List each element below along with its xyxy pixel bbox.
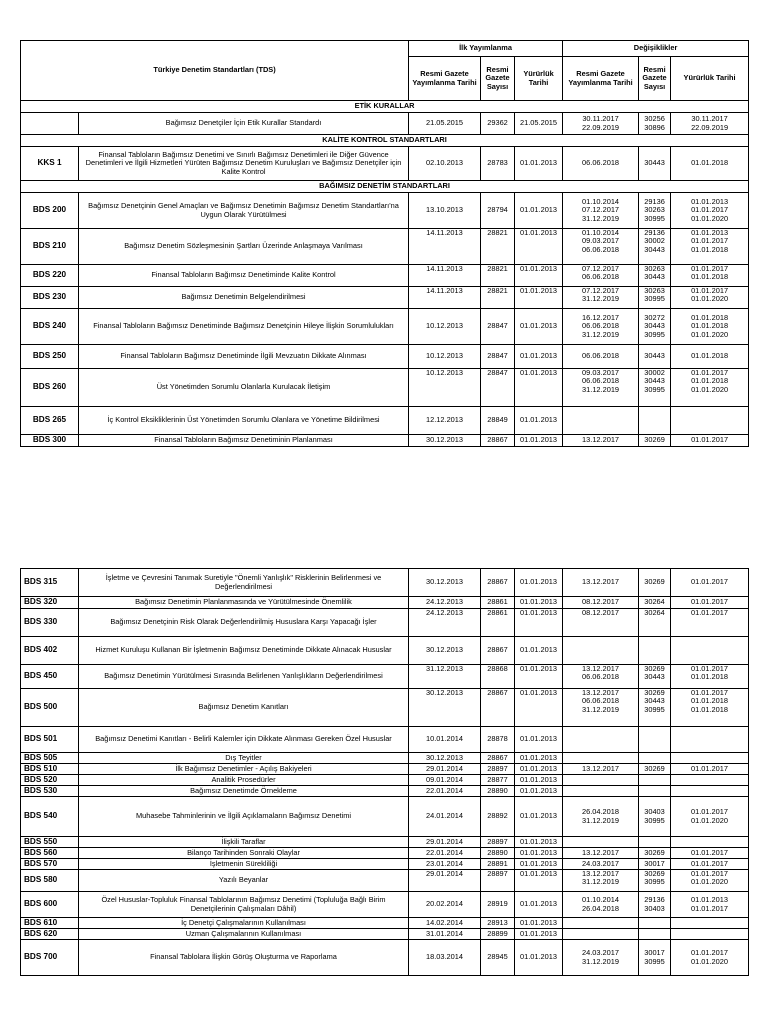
- amend-gazette-number: [639, 837, 671, 848]
- amend-effective-date: [671, 837, 749, 848]
- standard-row: [21, 597, 749, 609]
- amend-effective-date: 01.01.2017 01.01.2018: [671, 265, 749, 287]
- gazette-date: 09.01.2014: [409, 775, 481, 786]
- amend-gazette-number: [639, 407, 671, 435]
- standard-row: [21, 569, 749, 597]
- amend-gazette-date: [563, 775, 639, 786]
- effective-date: 01.01.2013: [515, 940, 563, 976]
- standard-name: İlk Bağımsız Denetimler - Açılış Bakiyeleri: [79, 764, 409, 775]
- standard-name: Bağımsız Denetçiler İçin Etik Kurallar Standardı: [79, 113, 409, 135]
- standard-code: BDS 570: [21, 859, 79, 870]
- gazette-date: 24.12.2013: [409, 597, 481, 609]
- standard-row: [21, 775, 749, 786]
- standard-code: BDS 610: [21, 918, 79, 929]
- amend-gazette-number: 30263 30443: [639, 265, 671, 287]
- standard-row: [21, 369, 749, 407]
- standard-code: BDS 600: [21, 892, 79, 918]
- effective-date: 01.01.2013: [515, 369, 563, 407]
- tds-table-part-2: [20, 568, 749, 976]
- effective-date: 01.01.2013: [515, 837, 563, 848]
- gazette-date: 24.01.2014: [409, 797, 481, 837]
- standard-name: Finansal Tabloların Bağımsız Denetiminin Planlanması: [79, 435, 409, 447]
- amend-gazette-date: 26.04.2018 31.12.2019: [563, 797, 639, 837]
- gazette-number: 28867: [481, 569, 515, 597]
- standard-code: BDS 530: [21, 786, 79, 797]
- standard-name: Bağımsız Denetçinin Risk Olarak Değerlendirilmiş Hususlara Karşı Yapacağı İşler: [79, 609, 409, 637]
- effective-date: 01.01.2013: [515, 597, 563, 609]
- standard-name: Finansal Tabloların Bağımsız Denetiminde Kalite Kontrol: [79, 265, 409, 287]
- amend-effective-date: [671, 407, 749, 435]
- effective-date: 01.01.2013: [515, 407, 563, 435]
- standard-row: [21, 797, 749, 837]
- standard-name: Analitik Prosedürler: [79, 775, 409, 786]
- amend-effective-date: 01.01.2017: [671, 435, 749, 447]
- standards-title-header: Türkiye Denetim Standartları (TDS): [21, 41, 409, 101]
- standard-code: BDS 550: [21, 837, 79, 848]
- standard-code: BDS 240: [21, 309, 79, 345]
- standard-code: BDS 200: [21, 193, 79, 229]
- amend-effective-date: 01.01.2018: [671, 345, 749, 369]
- amend-effective-date: 30.11.2017 22.09.2019: [671, 113, 749, 135]
- gazette-number: 28847: [481, 369, 515, 407]
- amend-gazette-date: 13.12.2017 31.12.2019: [563, 870, 639, 892]
- effective-date: 01.01.2013: [515, 309, 563, 345]
- amend-gazette-date: 01.10.2014 07.12.2017 31.12.2019: [563, 193, 639, 229]
- amend-gazette-date: 30.11.2017 22.09.2019: [563, 113, 639, 135]
- standard-code: BDS 580: [21, 870, 79, 892]
- gazette-number: 28897: [481, 837, 515, 848]
- amend-gazette-number: 30002 30443 30995: [639, 369, 671, 407]
- amend-gazette-number: 29136 30002 30443: [639, 229, 671, 265]
- amend-gazette-date: [563, 753, 639, 764]
- amend-gazette-date: 09.03.2017 06.06.2018 31.12.2019: [563, 369, 639, 407]
- standard-name: Finansal Tabloların Bağımsız Denetiminde Bağımsız Denetçinin Hileye İlişkin Sorumlulukları: [79, 309, 409, 345]
- gazette-date: 29.01.2014: [409, 870, 481, 892]
- amend-effective-date: 01.01.2013 01.01.2017 01.01.2020: [671, 193, 749, 229]
- amend-gazette-number: [639, 786, 671, 797]
- gazette-number: 28861: [481, 609, 515, 637]
- standard-row: [21, 837, 749, 848]
- gazette-number: 28878: [481, 727, 515, 753]
- amend-gazette-number: [639, 753, 671, 764]
- standard-code: BDS 450: [21, 665, 79, 689]
- standard-code: BDS 220: [21, 265, 79, 287]
- amend-gazette-date: [563, 637, 639, 665]
- amend-effective-date: 01.01.2017: [671, 859, 749, 870]
- amend-effective-date: 01.01.2017 01.01.2018 01.01.2018: [671, 689, 749, 727]
- standard-row: [21, 940, 749, 976]
- standard-row: [21, 764, 749, 775]
- standard-row: [21, 753, 749, 764]
- standard-name: Özel Hususlar-Topluluk Finansal Tablolarının Bağımsız Denetimi (Topluluğa Bağlı Birim Denetçilerinin Çalışmaları Dâhil): [79, 892, 409, 918]
- amend-effective-date: 01.01.2017 01.01.2018: [671, 665, 749, 689]
- amend-gazette-number: 30443: [639, 147, 671, 181]
- gazette-number: 28847: [481, 345, 515, 369]
- standard-code: BDS 505: [21, 753, 79, 764]
- section-heading: ETİK KURALLAR: [21, 101, 749, 113]
- tds-table-part-1: [20, 40, 749, 447]
- section-heading: KALİTE KONTROL STANDARTLARI: [21, 135, 749, 147]
- gazette-number: 28794: [481, 193, 515, 229]
- amend-gazette-number: 30269 30443 30995: [639, 689, 671, 727]
- standard-row: [21, 665, 749, 689]
- standard-name: Bağımsız Denetimde Örnekleme: [79, 786, 409, 797]
- amend-gazette-date: 13.12.2017: [563, 764, 639, 775]
- amend-gazette-number: 30269: [639, 764, 671, 775]
- gazette-number: 28890: [481, 848, 515, 859]
- amend-gazette-number: 29136 30263 30995: [639, 193, 671, 229]
- amend-gazette-date: 13.12.2017: [563, 569, 639, 597]
- standard-name: Hizmet Kuruluşu Kullanan Bir İşletmenin Bağımsız Denetiminde Dikkate Alınacak Hususlar: [79, 637, 409, 665]
- amend-effective-date: [671, 918, 749, 929]
- effective-date: 01.01.2013: [515, 764, 563, 775]
- standard-code: BDS 230: [21, 287, 79, 309]
- standard-code: BDS 260: [21, 369, 79, 407]
- standard-row: [21, 689, 749, 727]
- effective-date: 01.01.2013: [515, 786, 563, 797]
- amend-gazette-date: 07.12.2017 31.12.2019: [563, 287, 639, 309]
- gazette-number: 28897: [481, 870, 515, 892]
- gazette-number: 28821: [481, 287, 515, 309]
- amend-gazette-date: 13.12.2017: [563, 848, 639, 859]
- amend-gazette-date: 06.06.2018: [563, 147, 639, 181]
- standard-name: Üst Yönetimden Sorumlu Olanlarla Kurulacak İletişim: [79, 369, 409, 407]
- gazette-date: 10.12.2013: [409, 369, 481, 407]
- standard-name: Finansal Tabloların Bağımsız Denetiminde İlgili Mevzuatın Dikkate Alınması: [79, 345, 409, 369]
- standard-name: Bağımsız Denetimin Belgelendirilmesi: [79, 287, 409, 309]
- amend-gazette-number: 30264: [639, 597, 671, 609]
- amend-gazette-number: 30403 30995: [639, 797, 671, 837]
- standard-code: KKS 1: [21, 147, 79, 181]
- standard-code: BDS 500: [21, 689, 79, 727]
- standard-name: Muhasebe Tahminlerinin ve İlgili Açıklamaların Bağımsız Denetimi: [79, 797, 409, 837]
- gazette-date: 20.02.2014: [409, 892, 481, 918]
- amend-gazette-number: [639, 637, 671, 665]
- effective-date: 21.05.2015: [515, 113, 563, 135]
- standard-row: [21, 309, 749, 345]
- standard-code: BDS 540: [21, 797, 79, 837]
- amend-gazette-date: 13.12.2017 06.06.2018 31.12.2019: [563, 689, 639, 727]
- gazette-number: 28821: [481, 265, 515, 287]
- gazette-number: 28899: [481, 929, 515, 940]
- standard-row: [21, 892, 749, 918]
- gazette-number: 28783: [481, 147, 515, 181]
- gazette-date: 02.10.2013: [409, 147, 481, 181]
- amend-gazette-date: [563, 407, 639, 435]
- amend-effective-date: 01.01.2017 01.01.2018 01.01.2020: [671, 369, 749, 407]
- amend-effective-date: 01.01.2017: [671, 569, 749, 597]
- standard-row: [21, 407, 749, 435]
- standard-name: Finansal Tablolara İlişkin Görüş Oluşturma ve Raporlama: [79, 940, 409, 976]
- amend-gazette-date: 01.10.2014 09.03.2017 06.06.2018: [563, 229, 639, 265]
- standard-code: BDS 700: [21, 940, 79, 976]
- standard-code: BDS 210: [21, 229, 79, 265]
- effective-date: 01.01.2013: [515, 265, 563, 287]
- standard-name: Finansal Tabloların Bağımsız Denetimi ve Sınırlı Bağımsız Denetimleri ile Diğer Güvence Denetimleri ve İlgili Hizmetleri Yürüten Bağımsız Denetim Kuruluşları ve Bağımsız Denetçiler için Kalite Kontrol: [79, 147, 409, 181]
- gazette-date: 10.12.2013: [409, 309, 481, 345]
- first-publication-header: İlk Yayımlanma: [409, 41, 563, 57]
- gazette-number: 28867: [481, 435, 515, 447]
- effective-date: 01.01.2013: [515, 193, 563, 229]
- section-row: [21, 181, 749, 193]
- effective-date: 01.01.2013: [515, 848, 563, 859]
- amend-gazette-number: 30272 30443 30995: [639, 309, 671, 345]
- gazette-number: 28913: [481, 918, 515, 929]
- effective-date: 01.01.2013: [515, 892, 563, 918]
- amend-gazette-date: 16.12.2017 06.06.2018 31.12.2019: [563, 309, 639, 345]
- gazette-date: 10.12.2013: [409, 345, 481, 369]
- gazette-date: 14.02.2014: [409, 918, 481, 929]
- effective-date-header: Yürürlük Tarihi: [515, 57, 563, 101]
- gazette-date: 14.11.2013: [409, 287, 481, 309]
- gazette-number: 28945: [481, 940, 515, 976]
- amend-effective-date: 01.01.2018: [671, 147, 749, 181]
- standard-row: [21, 870, 749, 892]
- gazette-date: 30.12.2013: [409, 435, 481, 447]
- amend-effective-date: 01.01.2017: [671, 609, 749, 637]
- section-row: [21, 101, 749, 113]
- standard-row: [21, 265, 749, 287]
- amend-effective-date: 01.01.2017 01.01.2020: [671, 287, 749, 309]
- effective-date: 01.01.2013: [515, 435, 563, 447]
- standard-code: BDS 250: [21, 345, 79, 369]
- gazette-date: 22.01.2014: [409, 786, 481, 797]
- gazette-number: 28867: [481, 753, 515, 764]
- amend-gazette-date: [563, 837, 639, 848]
- amendments-header: Değişiklikler: [563, 41, 749, 57]
- standard-name: Bağımsız Denetimin Planlanmasında ve Yürütülmesinde Önemlilik: [79, 597, 409, 609]
- gazette-date: 30.12.2013: [409, 637, 481, 665]
- gazette-number: 28919: [481, 892, 515, 918]
- gazette-number: 28868: [481, 665, 515, 689]
- gazette-date: 21.05.2015: [409, 113, 481, 135]
- amend-effective-date: [671, 929, 749, 940]
- standard-row: [21, 918, 749, 929]
- amend-effective-date: 01.01.2017 01.01.2020: [671, 797, 749, 837]
- standard-name: Uzman Çalışmalarının Kullanılması: [79, 929, 409, 940]
- amend-gazette-number: 30269: [639, 435, 671, 447]
- standard-row: [21, 848, 749, 859]
- table-body-part-2: [21, 569, 749, 976]
- standard-row: [21, 609, 749, 637]
- gazette-date: 30.12.2013: [409, 753, 481, 764]
- standard-row: [21, 229, 749, 265]
- effective-date: 01.01.2013: [515, 229, 563, 265]
- standard-name: İşletmenin Sürekliliği: [79, 859, 409, 870]
- gazette-number: 28867: [481, 637, 515, 665]
- standard-name: Dış Teyitler: [79, 753, 409, 764]
- effective-date: 01.01.2013: [515, 569, 563, 597]
- gazette-date-header: Resmi Gazete Yayımlanma Tarihi: [409, 57, 481, 101]
- amend-gazette-date: 24.03.2017 31.12.2019: [563, 940, 639, 976]
- gazette-date: 14.11.2013: [409, 265, 481, 287]
- standard-row: [21, 786, 749, 797]
- gazette-date: 12.12.2013: [409, 407, 481, 435]
- standard-code: BDS 620: [21, 929, 79, 940]
- standard-code: BDS 501: [21, 727, 79, 753]
- amend-gazette-number: [639, 727, 671, 753]
- effective-date: 01.01.2013: [515, 797, 563, 837]
- standard-code: BDS 265: [21, 407, 79, 435]
- standard-code: BDS 520: [21, 775, 79, 786]
- amend-gazette-date: [563, 918, 639, 929]
- standard-name: Bağımsız Denetimi Kanıtları - Belirli Kalemler için Dikkate Alınması Gereken Özel Hususlar: [79, 727, 409, 753]
- effective-date: 01.01.2013: [515, 929, 563, 940]
- amend-effective-date: 01.01.2013 01.01.2017: [671, 892, 749, 918]
- standard-name: Bağımsız Denetimin Yürütülmesi Sırasında Belirlenen Yanlışlıkların Değerlendirilmesi: [79, 665, 409, 689]
- gazette-number: 28867: [481, 689, 515, 727]
- gazette-date: 23.01.2014: [409, 859, 481, 870]
- amend-gazette-date: [563, 727, 639, 753]
- effective-date: 01.01.2013: [515, 287, 563, 309]
- table-body-part-1: [21, 101, 749, 447]
- standard-row: [21, 345, 749, 369]
- gazette-number: 28897: [481, 764, 515, 775]
- amend-gazette-date: 01.10.2014 26.04.2018: [563, 892, 639, 918]
- gazette-number: 28821: [481, 229, 515, 265]
- gazette-number: 28849: [481, 407, 515, 435]
- amend-effective-date: 01.01.2017: [671, 597, 749, 609]
- gazette-number: 28890: [481, 786, 515, 797]
- section-heading: BAĞIMSIZ DENETİM STANDARTLARI: [21, 181, 749, 193]
- effective-date: 01.01.2013: [515, 609, 563, 637]
- standard-code: BDS 330: [21, 609, 79, 637]
- amend-gazette-number: [639, 775, 671, 786]
- effective-date: 01.01.2013: [515, 147, 563, 181]
- standard-row: [21, 287, 749, 309]
- gazette-date: 30.12.2013: [409, 689, 481, 727]
- amend-gazette-date: 06.06.2018: [563, 345, 639, 369]
- amend-effective-date: 01.01.2018 01.01.2018 01.01.2020: [671, 309, 749, 345]
- gazette-number: 28861: [481, 597, 515, 609]
- amend-gazette-number-header: Resmi Gazete Sayısı: [639, 57, 671, 101]
- gazette-number: 29362: [481, 113, 515, 135]
- standard-name: Bilanço Tarihinden Sonraki Olaylar: [79, 848, 409, 859]
- effective-date: 01.01.2013: [515, 689, 563, 727]
- section-row: [21, 135, 749, 147]
- standard-name: Bağımsız Denetçinin Genel Amaçları ve Bağımsız Denetimin Bağımsız Denetim Standartları'na Uygun Olarak Yürütülmesi: [79, 193, 409, 229]
- gazette-date: 24.12.2013: [409, 609, 481, 637]
- amend-effective-date: 01.01.2017 01.01.2020: [671, 940, 749, 976]
- effective-date: 01.01.2013: [515, 870, 563, 892]
- effective-date: 01.01.2013: [515, 637, 563, 665]
- standard-name: Yazılı Beyanlar: [79, 870, 409, 892]
- standard-name: Bağımsız Denetim Sözleşmesinin Şartları Üzerinde Anlaşmaya Varılması: [79, 229, 409, 265]
- standard-name: Bağımsız Denetim Kanıtları: [79, 689, 409, 727]
- standard-row: [21, 727, 749, 753]
- amend-gazette-date: 13.12.2017 06.06.2018: [563, 665, 639, 689]
- amend-effective-date: 01.01.2017: [671, 848, 749, 859]
- standard-name: İç Kontrol Eksikliklerinin Üst Yönetimden Sorumlu Olanlara ve Yönetime Bildirilmesi: [79, 407, 409, 435]
- effective-date: 01.01.2013: [515, 859, 563, 870]
- amend-gazette-date: 08.12.2017: [563, 609, 639, 637]
- amend-gazette-number: 29136 30403: [639, 892, 671, 918]
- amend-gazette-number: 30017: [639, 859, 671, 870]
- amend-gazette-number: 30269: [639, 569, 671, 597]
- gazette-number: 28847: [481, 309, 515, 345]
- gazette-date: 29.01.2014: [409, 837, 481, 848]
- effective-date: 01.01.2013: [515, 775, 563, 786]
- amend-gazette-number: 30443: [639, 345, 671, 369]
- amend-effective-date: 01.01.2017 01.01.2020: [671, 870, 749, 892]
- gazette-date: 13.10.2013: [409, 193, 481, 229]
- effective-date: 01.01.2013: [515, 727, 563, 753]
- standard-row: [21, 435, 749, 447]
- amend-gazette-number: 30017 30995: [639, 940, 671, 976]
- amend-gazette-number: 30269 30443: [639, 665, 671, 689]
- amend-gazette-date-header: Resmi Gazete Yayımlanma Tarihi: [563, 57, 639, 101]
- amend-effective-date: [671, 727, 749, 753]
- standard-name: İç Denetçi Çalışmalarının Kullanılması: [79, 918, 409, 929]
- amend-gazette-number: [639, 929, 671, 940]
- gazette-date: 14.11.2013: [409, 229, 481, 265]
- gazette-date: 29.01.2014: [409, 764, 481, 775]
- gazette-number: 28877: [481, 775, 515, 786]
- gazette-number: 28891: [481, 859, 515, 870]
- amend-gazette-date: 24.03.2017: [563, 859, 639, 870]
- standard-code: BDS 315: [21, 569, 79, 597]
- gazette-date: 10.01.2014: [409, 727, 481, 753]
- standard-row: [21, 929, 749, 940]
- effective-date: 01.01.2013: [515, 918, 563, 929]
- standard-code: BDS 402: [21, 637, 79, 665]
- amend-gazette-number: 30263 30995: [639, 287, 671, 309]
- gazette-date: 18.03.2014: [409, 940, 481, 976]
- gazette-number-header: Resmi Gazete Sayısı: [481, 57, 515, 101]
- gazette-date: 31.01.2014: [409, 929, 481, 940]
- standard-row: [21, 193, 749, 229]
- amend-gazette-date: [563, 929, 639, 940]
- amend-effective-date: [671, 753, 749, 764]
- gazette-date: 31.12.2013: [409, 665, 481, 689]
- effective-date: 01.01.2013: [515, 345, 563, 369]
- amend-gazette-date: 13.12.2017: [563, 435, 639, 447]
- amend-effective-date-header: Yürürlük Tarihi: [671, 57, 749, 101]
- standard-row: [21, 637, 749, 665]
- standard-row: [21, 147, 749, 181]
- standard-code: BDS 510: [21, 764, 79, 775]
- standard-name: İşletme ve Çevresini Tanımak Suretiyle "Önemli Yanlışlık" Risklerinin Belirlenmesi ve Değerlendirilmesi: [79, 569, 409, 597]
- effective-date: 01.01.2013: [515, 753, 563, 764]
- standard-name: İlişkili Taraflar: [79, 837, 409, 848]
- amend-gazette-date: 07.12.2017 06.06.2018: [563, 265, 639, 287]
- amend-effective-date: [671, 786, 749, 797]
- amend-gazette-number: 30256 30896: [639, 113, 671, 135]
- standard-code: BDS 560: [21, 848, 79, 859]
- amend-effective-date: 01.01.2013 01.01.2017 01.01.2018: [671, 229, 749, 265]
- gazette-date: 30.12.2013: [409, 569, 481, 597]
- amend-gazette-number: 30269: [639, 848, 671, 859]
- standard-code: BDS 300: [21, 435, 79, 447]
- standard-row: [21, 859, 749, 870]
- amend-gazette-date: [563, 786, 639, 797]
- standard-code: BDS 320: [21, 597, 79, 609]
- standard-code: [21, 113, 79, 135]
- amend-effective-date: [671, 775, 749, 786]
- amend-gazette-number: 30269 30995: [639, 870, 671, 892]
- gazette-number: 28892: [481, 797, 515, 837]
- amend-effective-date: 01.01.2017: [671, 764, 749, 775]
- amend-gazette-date: 08.12.2017: [563, 597, 639, 609]
- standard-row: [21, 113, 749, 135]
- gazette-date: 22.01.2014: [409, 848, 481, 859]
- amend-gazette-number: 30264: [639, 609, 671, 637]
- amend-effective-date: [671, 637, 749, 665]
- effective-date: 01.01.2013: [515, 665, 563, 689]
- amend-gazette-number: [639, 918, 671, 929]
